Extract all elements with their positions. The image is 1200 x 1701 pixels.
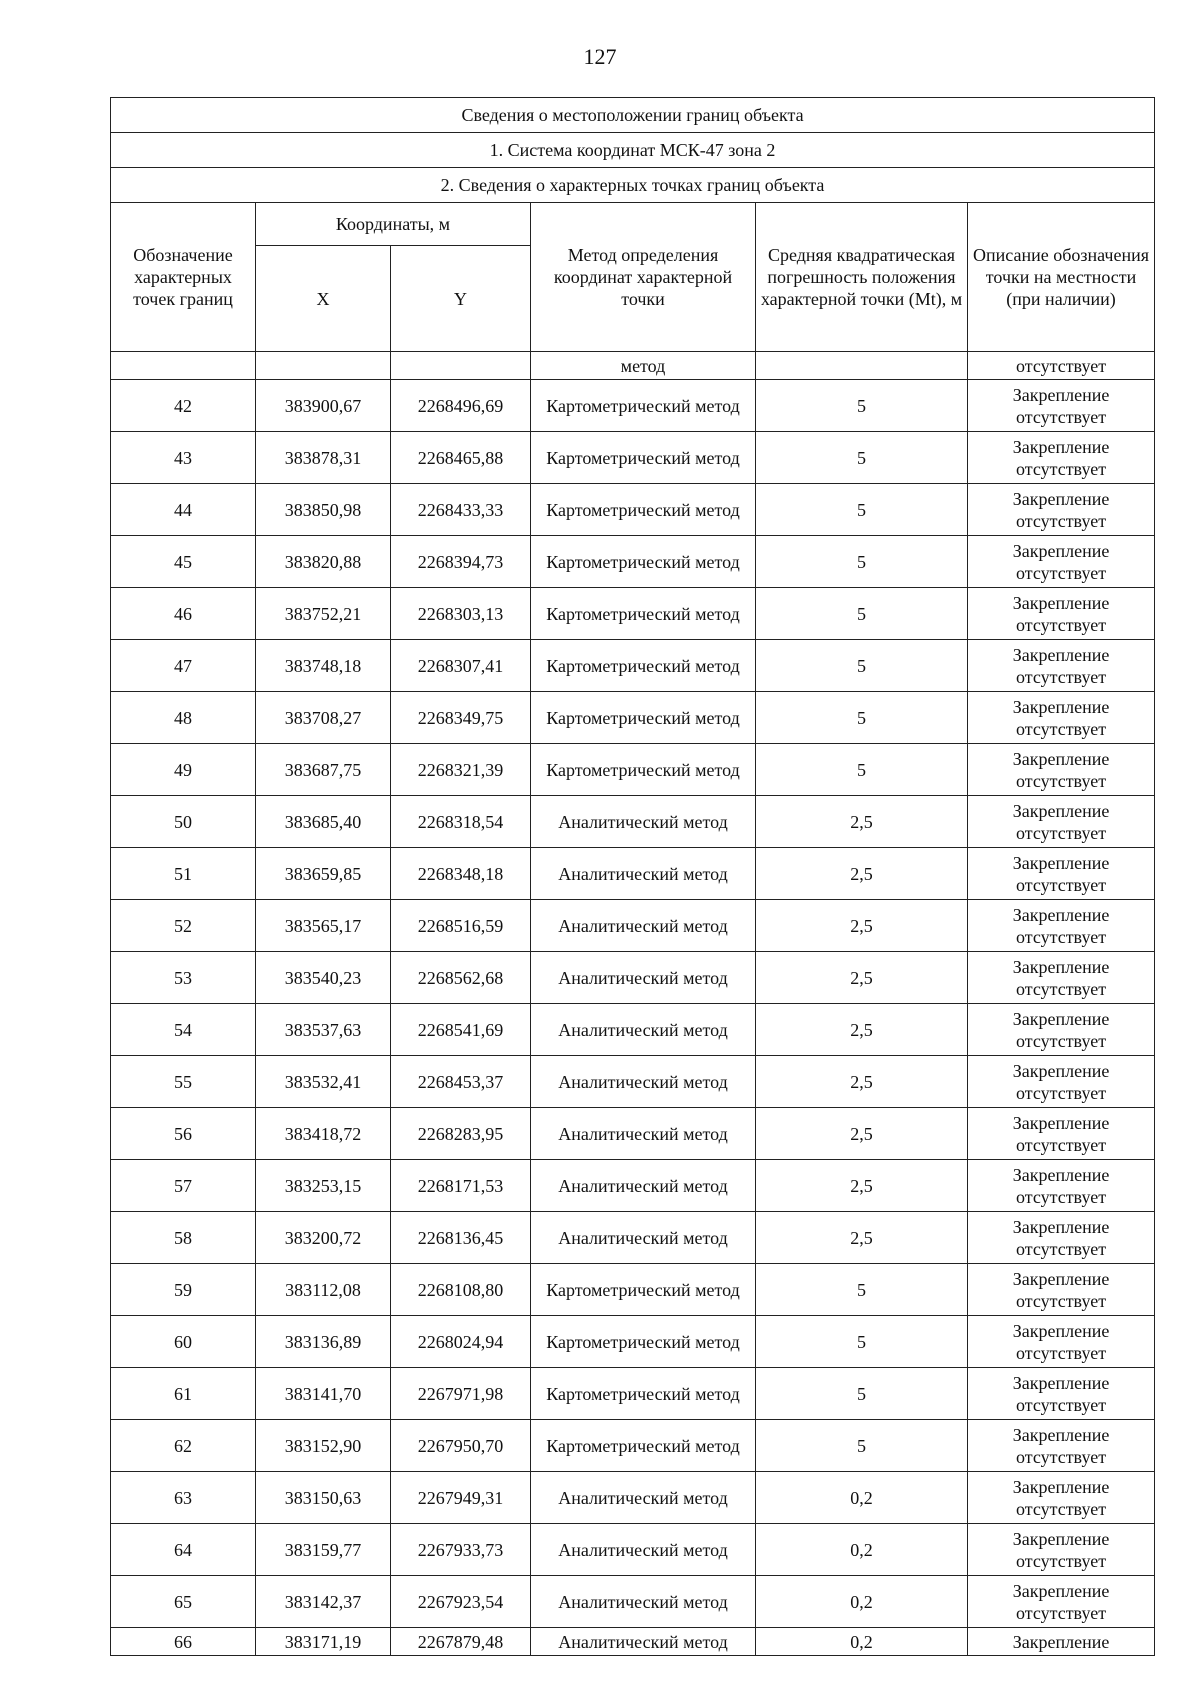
cell-description: Закрепление отсутствует: [968, 536, 1155, 588]
cell-description: Закрепление отсутствует: [968, 1160, 1155, 1212]
cell-y: 2268562,68: [391, 952, 531, 1004]
cell-x: 383159,77: [256, 1524, 391, 1576]
table-row: [111, 432, 1155, 484]
cell-description: Закрепление отсутствует: [968, 1264, 1155, 1316]
cell-description: Закрепление отсутствует: [968, 588, 1155, 640]
cell-x: 383418,72: [256, 1108, 391, 1160]
cell-point: 62: [111, 1420, 256, 1472]
cell-x: 383200,72: [256, 1212, 391, 1264]
cell-accuracy: 2,5: [756, 1212, 968, 1264]
table-title: Сведения о местоположении границ объекта: [111, 98, 1155, 133]
cell-y: 2268171,53: [391, 1160, 531, 1212]
page-number: 127: [583, 44, 617, 69]
cell-point: 60: [111, 1316, 256, 1368]
cell-x: 383685,40: [256, 796, 391, 848]
cell-accuracy: 5: [756, 432, 968, 484]
table-row: [111, 692, 1155, 744]
cell-y: 2267923,54: [391, 1576, 531, 1628]
cell-accuracy: 5: [756, 640, 968, 692]
cell-accuracy: 2,5: [756, 952, 968, 1004]
cell-description: Закрепление отсутствует: [968, 1368, 1155, 1420]
cell-description: Закрепление отсутствует: [968, 952, 1155, 1004]
cell-accuracy: 5: [756, 380, 968, 432]
cell-x: 383150,63: [256, 1472, 391, 1524]
cell-method: Картометрический метод: [531, 536, 756, 588]
table-row: [111, 744, 1155, 796]
cell-method: Картометрический метод: [531, 432, 756, 484]
table-row: [111, 1420, 1155, 1472]
cell-y: 2268541,69: [391, 1004, 531, 1056]
header-accuracy: Средняя квадратическая погрешность положения характерной точки (Mt), м: [756, 203, 968, 352]
cell-point: 48: [111, 692, 256, 744]
cell-method: Картометрический метод: [531, 1264, 756, 1316]
cell-method: Картометрический метод: [531, 588, 756, 640]
cell-method: Картометрический метод: [531, 640, 756, 692]
cell-y: 2268283,95: [391, 1108, 531, 1160]
cell-description: Закрепление отсутствует: [968, 1576, 1155, 1628]
cell-description: Закрепление отсутствует: [968, 1212, 1155, 1264]
cell-accuracy: 5: [756, 484, 968, 536]
cell-method: Аналитический метод: [531, 1108, 756, 1160]
cell-description: Закрепление отсутствует: [968, 432, 1155, 484]
cell-point: 47: [111, 640, 256, 692]
cell-point: 45: [111, 536, 256, 588]
cell-accuracy: 5: [756, 692, 968, 744]
cell-point: 46: [111, 588, 256, 640]
cell-accuracy: 2,5: [756, 848, 968, 900]
table-row: [111, 900, 1155, 952]
cell-point: [111, 352, 256, 380]
cell-x: 383850,98: [256, 484, 391, 536]
cell-description: Закрепление отсутствует: [968, 1316, 1155, 1368]
cell-description: Закрепление отсутствует: [968, 744, 1155, 796]
cell-y: 2268108,80: [391, 1264, 531, 1316]
cell-y: 2267879,48: [391, 1628, 531, 1656]
cell-x: [256, 352, 391, 380]
cell-point: 43: [111, 432, 256, 484]
cell-method: Аналитический метод: [531, 1524, 756, 1576]
cell-description: отсутствует: [968, 352, 1155, 380]
cell-point: 58: [111, 1212, 256, 1264]
cell-method: Аналитический метод: [531, 1628, 756, 1656]
cell-description: Закрепление: [968, 1628, 1155, 1656]
table-row: [111, 848, 1155, 900]
cell-y: 2268349,75: [391, 692, 531, 744]
table-row: [111, 952, 1155, 1004]
cell-point: 54: [111, 1004, 256, 1056]
cell-y: 2268496,69: [391, 380, 531, 432]
cell-accuracy: 5: [756, 536, 968, 588]
cell-x: 383136,89: [256, 1316, 391, 1368]
cell-x: 383659,85: [256, 848, 391, 900]
cell-y: 2267933,73: [391, 1524, 531, 1576]
cell-x: 383878,31: [256, 432, 391, 484]
boundary-points-table: [110, 97, 1155, 1656]
cell-x: 383748,18: [256, 640, 391, 692]
cell-accuracy: [756, 352, 968, 380]
cell-x: 383537,63: [256, 1004, 391, 1056]
cell-point: 61: [111, 1368, 256, 1420]
cell-y: 2268136,45: [391, 1212, 531, 1264]
cell-description: Закрепление отсутствует: [968, 380, 1155, 432]
coordinate-system: 1. Система координат МСК-47 зона 2: [111, 133, 1155, 168]
table-row: [111, 1472, 1155, 1524]
cell-description: Закрепление отсутствует: [968, 640, 1155, 692]
cell-point: 44: [111, 484, 256, 536]
header-x: X: [256, 246, 391, 352]
cell-method: Аналитический метод: [531, 1056, 756, 1108]
table-row: [111, 1316, 1155, 1368]
cell-y: 2268394,73: [391, 536, 531, 588]
table-row: [111, 1576, 1155, 1628]
cell-method: Аналитический метод: [531, 1576, 756, 1628]
cell-point: 55: [111, 1056, 256, 1108]
table-row: [111, 1264, 1155, 1316]
cell-accuracy: 0,2: [756, 1576, 968, 1628]
table-row: [111, 1004, 1155, 1056]
cell-x: 383752,21: [256, 588, 391, 640]
cell-y: 2268465,88: [391, 432, 531, 484]
cell-method: Картометрический метод: [531, 1368, 756, 1420]
continuation-row: [111, 352, 1155, 380]
table-row: [111, 796, 1155, 848]
cell-x: 383708,27: [256, 692, 391, 744]
cell-point: 65: [111, 1576, 256, 1628]
cell-x: 383253,15: [256, 1160, 391, 1212]
cell-x: 383141,70: [256, 1368, 391, 1420]
table-row: [111, 1368, 1155, 1420]
cell-y: 2267949,31: [391, 1472, 531, 1524]
cell-description: Закрепление отсутствует: [968, 1472, 1155, 1524]
cell-accuracy: 5: [756, 1264, 968, 1316]
cell-description: Закрепление отсутствует: [968, 848, 1155, 900]
table-row: [111, 484, 1155, 536]
cell-point: 50: [111, 796, 256, 848]
cell-accuracy: 0,2: [756, 1472, 968, 1524]
cell-x: 383112,08: [256, 1264, 391, 1316]
cell-x: 383687,75: [256, 744, 391, 796]
table-row: [111, 1524, 1155, 1576]
cell-point: 52: [111, 900, 256, 952]
cell-point: 57: [111, 1160, 256, 1212]
cell-accuracy: 2,5: [756, 1004, 968, 1056]
cell-y: 2268307,41: [391, 640, 531, 692]
cell-description: Закрепление отсутствует: [968, 1056, 1155, 1108]
cell-accuracy: 0,2: [756, 1628, 968, 1656]
cell-method: Аналитический метод: [531, 796, 756, 848]
cell-description: Закрепление отсутствует: [968, 796, 1155, 848]
cell-y: 2268453,37: [391, 1056, 531, 1108]
cell-method: Картометрический метод: [531, 484, 756, 536]
cell-description: Закрепление отсутствует: [968, 1524, 1155, 1576]
cell-accuracy: 2,5: [756, 1108, 968, 1160]
cell-method: Картометрический метод: [531, 692, 756, 744]
table-row: [111, 1056, 1155, 1108]
cell-x: 383171,19: [256, 1628, 391, 1656]
cell-method: Картометрический метод: [531, 380, 756, 432]
header-method: Метод определения координат характерной точки: [531, 203, 756, 352]
cell-method: Картометрический метод: [531, 1420, 756, 1472]
cell-accuracy: 5: [756, 1316, 968, 1368]
cell-accuracy: 2,5: [756, 1160, 968, 1212]
cell-description: Закрепление отсутствует: [968, 484, 1155, 536]
table-row: [111, 1212, 1155, 1264]
cell-x: 383540,23: [256, 952, 391, 1004]
table-row: [111, 588, 1155, 640]
cell-x: 383565,17: [256, 900, 391, 952]
table-row: [111, 640, 1155, 692]
cell-point: 53: [111, 952, 256, 1004]
table-row: [111, 536, 1155, 588]
cell-method: Аналитический метод: [531, 1004, 756, 1056]
cell-point: 66: [111, 1628, 256, 1656]
section-title: 2. Сведения о характерных точках границ объекта: [111, 168, 1155, 203]
cell-y: 2268024,94: [391, 1316, 531, 1368]
cell-accuracy: 5: [756, 744, 968, 796]
cell-method: Аналитический метод: [531, 1472, 756, 1524]
header-coordinates: Координаты, м: [256, 203, 531, 246]
cell-accuracy: 2,5: [756, 900, 968, 952]
cell-x: 383900,67: [256, 380, 391, 432]
cell-y: 2268516,59: [391, 900, 531, 952]
cell-x: 383532,41: [256, 1056, 391, 1108]
cell-point: 49: [111, 744, 256, 796]
cell-x: 383152,90: [256, 1420, 391, 1472]
table-row: [111, 380, 1155, 432]
cell-accuracy: 5: [756, 1368, 968, 1420]
cell-point: 59: [111, 1264, 256, 1316]
cell-method: Аналитический метод: [531, 952, 756, 1004]
cell-description: Закрепление отсутствует: [968, 692, 1155, 744]
cell-point: 42: [111, 380, 256, 432]
cell-description: Закрепление отсутствует: [968, 1004, 1155, 1056]
cell-y: 2268433,33: [391, 484, 531, 536]
cell-y: 2268303,13: [391, 588, 531, 640]
cell-method: Картометрический метод: [531, 1316, 756, 1368]
header-point: Обозначение характерных точек границ: [111, 203, 256, 352]
table-row: [111, 1160, 1155, 1212]
cell-method: Аналитический метод: [531, 900, 756, 952]
cell-method: Аналитический метод: [531, 1212, 756, 1264]
cell-x: 383820,88: [256, 536, 391, 588]
cell-point: 63: [111, 1472, 256, 1524]
cell-method: Аналитический метод: [531, 848, 756, 900]
cell-point: 51: [111, 848, 256, 900]
cell-accuracy: 2,5: [756, 1056, 968, 1108]
cell-method: Аналитический метод: [531, 1160, 756, 1212]
table-row: [111, 1108, 1155, 1160]
header-description: Описание обозначения точки на местности (при наличии): [968, 203, 1155, 352]
cell-accuracy: 0,2: [756, 1524, 968, 1576]
cell-description: Закрепление отсутствует: [968, 900, 1155, 952]
cell-y: 2267950,70: [391, 1420, 531, 1472]
cell-y: 2268348,18: [391, 848, 531, 900]
header-y: Y: [391, 246, 531, 352]
cell-accuracy: 5: [756, 1420, 968, 1472]
cell-method: Картометрический метод: [531, 744, 756, 796]
cell-point: 64: [111, 1524, 256, 1576]
cell-method: метод: [531, 352, 756, 380]
cell-accuracy: 2,5: [756, 796, 968, 848]
table-row: [111, 1628, 1155, 1656]
cell-y: 2268321,39: [391, 744, 531, 796]
cell-y: [391, 352, 531, 380]
cell-accuracy: 5: [756, 588, 968, 640]
cell-x: 383142,37: [256, 1576, 391, 1628]
cell-y: 2267971,98: [391, 1368, 531, 1420]
cell-y: 2268318,54: [391, 796, 531, 848]
cell-description: Закрепление отсутствует: [968, 1108, 1155, 1160]
cell-point: 56: [111, 1108, 256, 1160]
cell-description: Закрепление отсутствует: [968, 1420, 1155, 1472]
